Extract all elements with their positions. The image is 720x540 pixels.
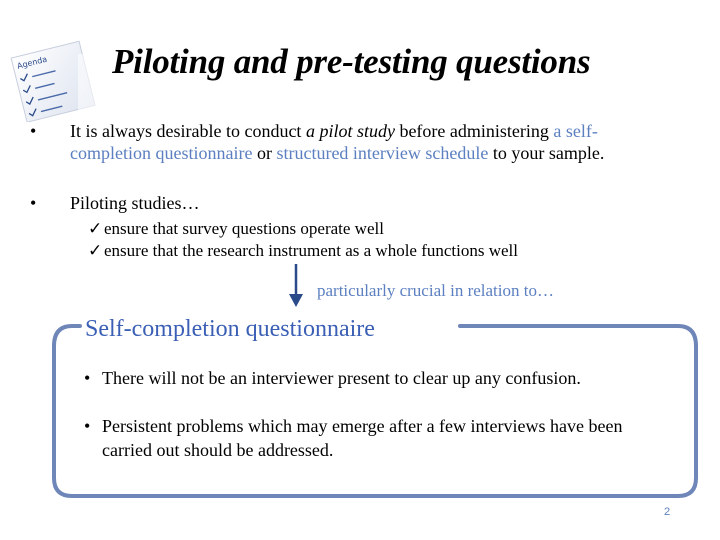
bullet-marker: • — [84, 416, 91, 436]
arrow-caption: particularly crucial in relation to… — [317, 281, 554, 300]
arrow-down-icon — [286, 264, 306, 308]
panel-frame — [50, 318, 702, 500]
bullet-marker: • — [30, 121, 37, 141]
checkmark-icon: ✓ — [88, 241, 103, 260]
check-item: ✓ ensure that survey questions operate well — [88, 219, 384, 238]
bullet-marker: • — [30, 193, 37, 213]
svg-text:Agenda: Agenda — [16, 54, 49, 71]
slide-title: Piloting and pre-testing questions — [112, 42, 591, 81]
checkmark-icon: ✓ — [88, 219, 103, 238]
bullet-piloting-studies — [30, 192, 710, 216]
bullet-marker: • — [84, 368, 91, 388]
page-number: 2 — [664, 506, 671, 518]
bullet-text: It is always desirable to conduct a pilot study before administering a self-completion questionnaire or structured interview schedule to your sample. — [70, 121, 605, 163]
panel-point: • There will not be an interviewer present to clear up any confusion. — [84, 368, 581, 388]
bullet-pilot-study — [30, 120, 710, 170]
check-item: ✓ ensure that the research instrument as a whole functions well — [88, 241, 519, 260]
panel-point: • Persistent problems which may emerge after a few interviews have been carried out should be addressed. — [84, 416, 623, 460]
bullet-text: Piloting studies… — [70, 193, 200, 213]
panel-title: Self-completion questionnaire — [85, 316, 375, 342]
checklist-clipboard-icon — [8, 40, 104, 122]
